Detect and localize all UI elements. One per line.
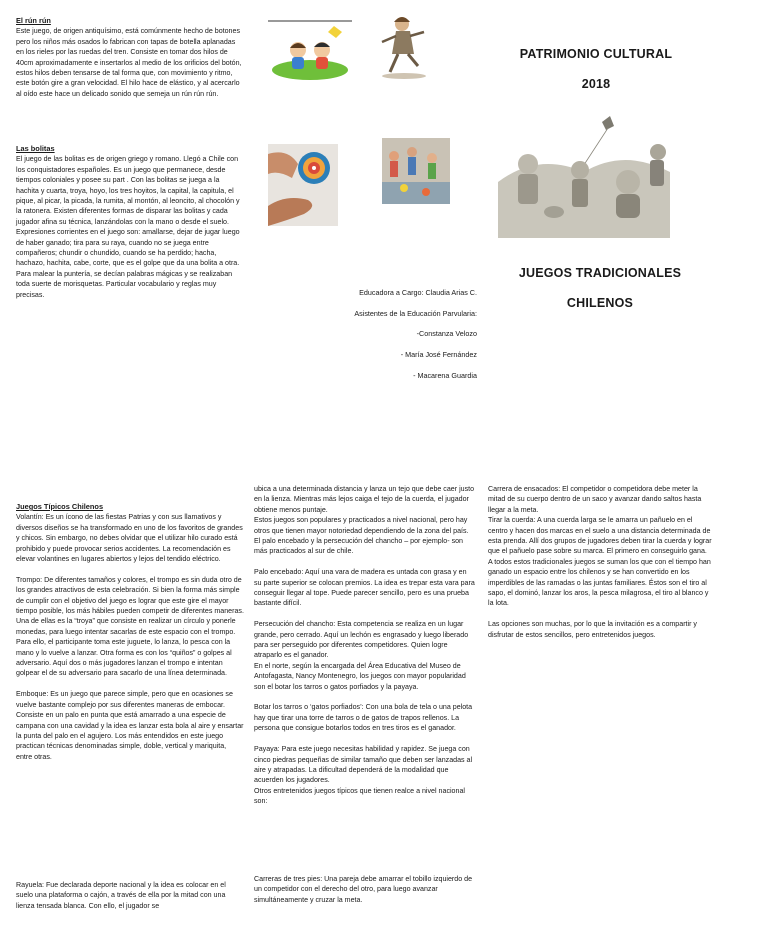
bolitas-heading: Las bolitas (16, 144, 55, 153)
juegos-tipicos-heading: Juegos Típicos Chilenos (16, 502, 104, 511)
bolitas-section (16, 144, 244, 300)
norte-text: En el norte, según la encargada del Área Educativa del Museo de Antofagasta, Nancy Montenegro, los juegos con mayor popularidad son el botar los tarros o gatos porfiados y la payaya. (254, 661, 466, 691)
educator-line: Educadora a Cargo: Claudia Arias C. (359, 288, 477, 297)
assistant-3: - Macarena Guardia (413, 370, 477, 380)
cartoon-festival-scene-image (498, 112, 670, 238)
carreras-tres-pies-block (254, 874, 476, 905)
juegos-column-3 (488, 484, 712, 640)
chancho-text: Persecución del chancho: Esta competencia se realiza en un lugar grande, pero cerrado. Aquí un lechón es engrasado y luego liberado para ser perseguido por diferentes competidores. Quien logre atraparlo es el ganador. (254, 620, 469, 660)
ensacados-text: Carrera de ensacados: El competidor o competidora debe meter la mitad de su cuerpo dentro de un saco y avanzar dando saltos hasta llegar a la meta. (488, 485, 702, 514)
populares-text: Estos juegos son populares y practicados a nivel nacional, pero hay otros que tienen mayor notoriedad dependiendo de la zona del país. El palo encebado y la persecución del chancho – por ejemplo- son más practicados al sur de chile. (254, 516, 469, 556)
opciones-text: Las opciones son muchas, por lo que la invitación es a compartir y disfrutar de estos sencillos, pero entretenidos juegos. (488, 620, 697, 639)
troya-text: Una de ellas es la “troya” que consiste en realizar un círculo y ponerle monedas, para luego intentar sacarlas de este espacio con el trompo. Para ello, el participante toma este juguete, lo lanza, lo pesca con la mano y lo vuelve a lanzar. Otra forma es con los “quiños” o golpes al adversario. Aquí dos o más jugadores lanzan el trompo e intentan golpear el de su adversario para sacarlo de una línea determinada. (16, 617, 236, 678)
runrun-heading: El rún rún (16, 16, 51, 25)
rayuela-text: Rayuela: Fue declarada deporte nacional y la idea es colocar en el suelo una plataforma o cajón, a través de ella por la mitad con una lienza tensada blanca. Con ello, el jugador se (16, 881, 226, 910)
carreras-tres-pies-text: Carreras de tres pies: Una pareja debe amarrar el tobillo izquierdo de un competidor con el derecho del otro, para luego avanzar simultáneamente y cruzar la meta. (254, 875, 473, 904)
assistants-label: Asistentes de la Educación Parvularia: (354, 308, 477, 318)
rayuela-block (16, 880, 244, 911)
trompo-text: Trompo: De diferentes tamaños y colores, el trompo es sin duda otro de los grandes atractivos de esta celebración. Si bien la forma más simple de cumplir con el objetivo del juego es lograr que este gire el mayor tiempo posible, los más hábiles pueden competir de diferentes maneras. (16, 575, 244, 616)
tirar-cuerda-text: Tirar la cuerda: A una cuerda larga se le amarra un pañuelo en el centro y hacen dos marcas en el suelo a una distancia determinada de esta prenda. Allí dos grupos de jugadores deben tirar la cuerda y lograr que el pañuelo pase sobre su marca. El primero en conseguirlo gana. (488, 516, 712, 556)
photo-hand-spinner-image (268, 144, 338, 226)
cover-subtitle-line-2: CHILENOS (566, 296, 634, 310)
cover-subtitle-line-1: JUEGOS TRADICIONALES (518, 266, 682, 280)
cover-title-line-2: 2018 (581, 77, 611, 91)
palo-encebado-text: Palo encebado: Aquí una vara de madera es untada con grasa y en su parte superior se colocan premios. La idea es trepar esta vara para conseguir llegar al tope. Puede parecer sencillo, pero es una prueba bastante difícil. (254, 568, 475, 608)
runrun-text: Este juego, de origen antiquísimo, está comúnmente hecho de botones pero los niños más osados lo fabrican con tapas de botella aplanadas en los rieles por las ruedas del tren. Consiste en tomar dos hilos de 40cm aproximadamente e insertarlos al medio de los orificios del botón, estos hilos deben tensarse de tal forma que, con movimiento y ritmo, este botón gire a gran velocidad. El hilo hace de elástico, y al acercarlo al oído este hace un delicado sonido que semeja un rún rún rún. (16, 27, 242, 98)
cover-title-line-1: PATRIMONIO CULTURAL (519, 47, 673, 61)
bolitas-paragraph-1: El juego de las bolitas es de origen griego y romano. Llegó a Chile con los conquistadores españoles. Es un juego que permanece, desde tiempos coloniales y posee su part . Con las bolitas se juega a la hachita y cuarta, troya, hoyo, los tres hoyitos, la capital, la capitula, el pique, al picar, la picada, la rumita, al montón, al leoncito, al chocolón y la ratonera. Existen diferentes formas de disparar las bolitas y cada jugador afina su técnica, lanzándolas con la mano o desde el suelo. (16, 155, 240, 226)
emboque-text: Emboque: Es un juego que parece simple, pero que en ocasiones se vuelve bastante complejo por sus diferentes maneras de embocar. (16, 690, 233, 709)
juegos-tipicos-column-1 (16, 502, 244, 762)
cartoon-girl-hopscotch-image (374, 14, 432, 80)
emboque-detail-text: Consiste en un palo en punta que está amarrado a una especie de campana con una cavidad y la idea es lanzar esta bola al aire y ensartar la punta del palo en el agujero. Los más entendidos en este juego practican técnicas denominadas simple, doble, vertical y mariquita, entre otras. (16, 711, 244, 761)
photo-children-playing-image (382, 138, 450, 204)
runrun-section (16, 16, 244, 99)
cartoon-children-kite-image (268, 20, 352, 82)
todos-juegos-text: A todos estos tradicionales juegos se suman los que con el tiempo han ganado un espacio entre los chilenos y se han convertido en los imperdibles de las ramadas o las juntas familiares. Éstos son el tiro al sapo, el dominó, lanzar los aros, la pesca milagrosa, el tiro al blanco y la lota. (488, 557, 711, 608)
bolitas-paragraph-2: Expresiones corrientes en el juego son: amallarse, dejar de jugar luego de haber ganado; tira para su raya, cuando no se juega entre compañeros; chundir o chundido, cuando se ha perdido; hacha, hachazo, hachita, cabe, corte, que es el golpe que da una bolita a otra. Para malear la puntería, se decían palabras mágicas y se realizaban toda suerte de morisquetas. Particular vocabulario y reglas muy precisas. (16, 228, 240, 299)
juegos-column-2 (254, 484, 476, 807)
credits (354, 288, 477, 392)
assistant-1: -Constanza Velozo (416, 329, 477, 339)
volantin-text: Volantín: Es un ícono de las fiestas Patrias y con sus llamativos y diversos diseños se ha transformado en uno de los favoritos de grandes y chicos. Sin embargo, no debes olvidar que el utilizar hilo curado está prohibido y puede provocar serios accidentes. La recomendación es elevar volantines en lugares abiertos y lejos del tendido eléctrico. (16, 513, 243, 564)
rayuela-continued-text: ubica a una determinada distancia y lanza un tejo que debe caer justo en la lienza. Mientras más lejos caiga el tejo de la cuerda, el jugador obtiene menos puntaje. (254, 485, 475, 514)
assistant-2: - María José Fernández (400, 350, 477, 360)
payaya-text: Payaya: Para este juego necesitas habilidad y rapidez. Se juega con cinco piedras pequeñas de similar tamaño que deben ser lanzadas al aire y atrapadas. La dificultad dependerá de la modalidad que acuerden los jugadores. (254, 745, 473, 785)
tarros-text: Botar los tarros o ‘gatos porfiados’: Con una bola de tela o una pelota hay que tirar una torre de tarros o de gatos de trapos rellenos. La persona que consigue botarlos todos en tres tiros es el ganador. (254, 703, 473, 733)
otros-text: Otros entretenidos juegos típicos que tienen realce a nivel nacional son: (254, 786, 465, 806)
